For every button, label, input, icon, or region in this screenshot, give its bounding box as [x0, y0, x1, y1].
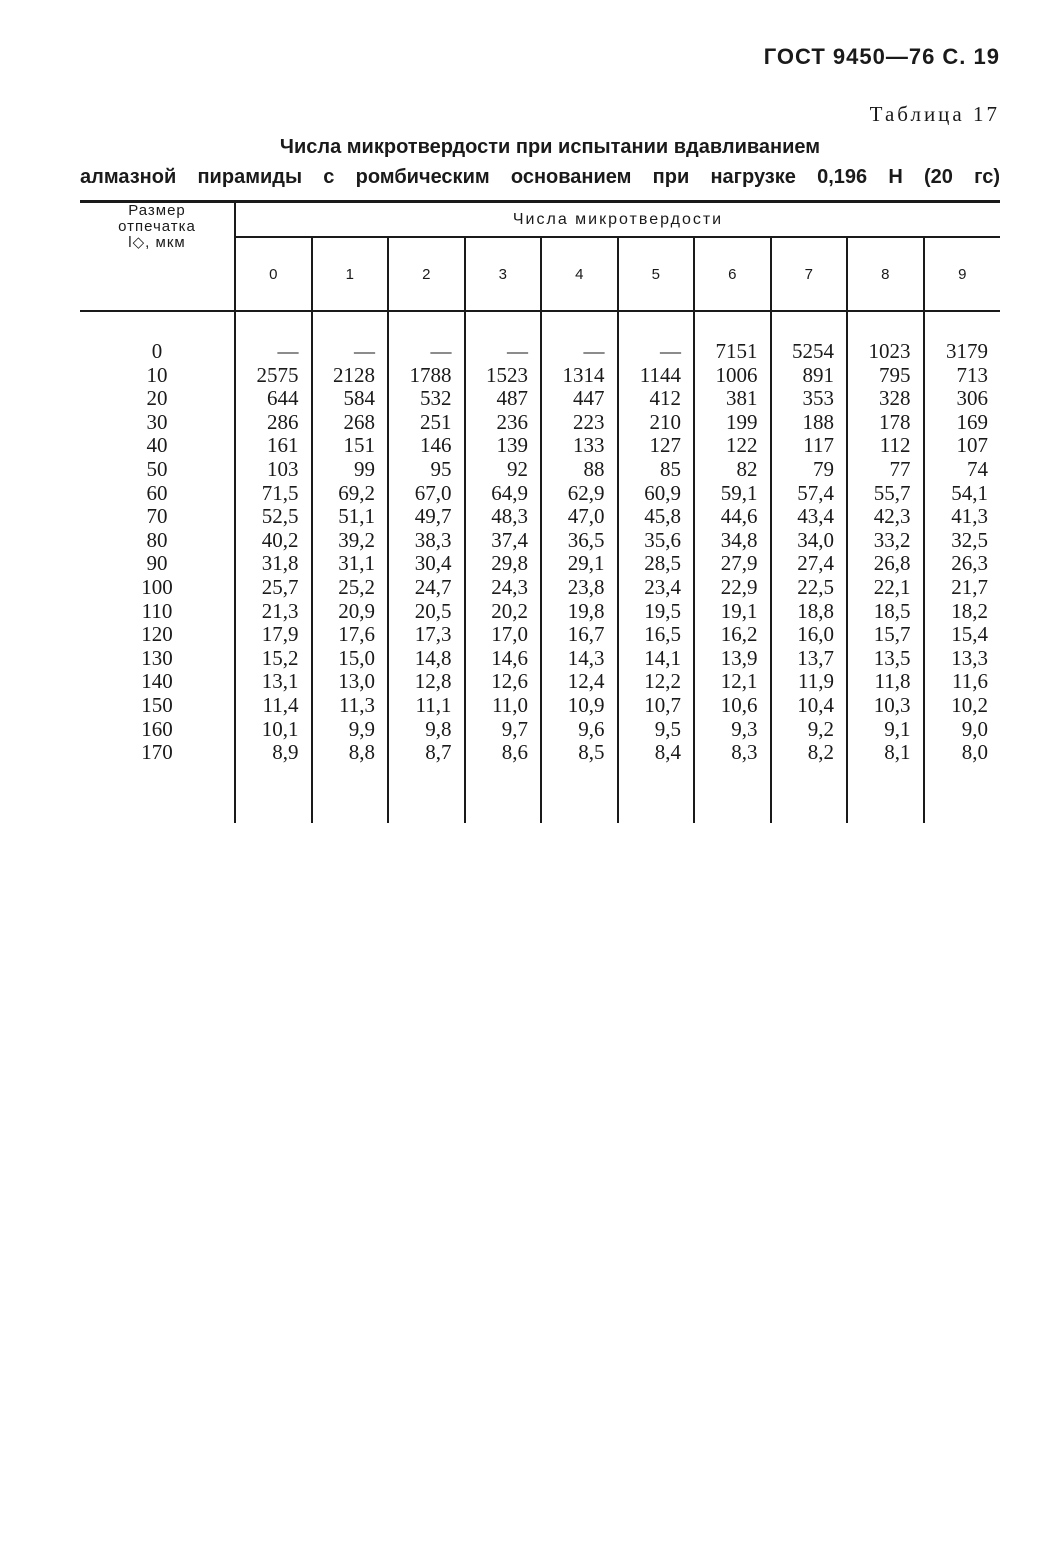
value-cell: 99	[312, 458, 389, 482]
value-cell: 31,8	[235, 552, 312, 576]
value-cell: 236	[465, 411, 542, 435]
value-cell: 22,9	[694, 576, 771, 600]
value-cell: 328	[847, 387, 924, 411]
value-cell: 82	[694, 458, 771, 482]
value-cell: 16,7	[541, 623, 618, 647]
table-row	[80, 411, 1000, 435]
value-cell: 107	[956, 433, 988, 458]
value-cell: 42,3	[847, 505, 924, 529]
size-cell: 80	[80, 529, 235, 553]
value-cell: 3179	[946, 339, 988, 363]
value-cell: 1523	[465, 364, 542, 388]
value-cell: 13,1	[235, 670, 312, 694]
value-cell: 412	[618, 387, 695, 411]
value-cell: 36,5	[541, 529, 618, 553]
value-cell: 21,7	[951, 574, 988, 599]
value-cell: 64,9	[465, 482, 542, 506]
digit-header-0: 0	[235, 237, 312, 311]
value-cell: 146	[388, 434, 465, 458]
value-cell: 8,2	[771, 741, 848, 765]
digit-header-5: 5	[618, 237, 695, 311]
value-cell: 713	[956, 362, 988, 387]
value-cell: 9,0	[961, 716, 988, 741]
digit-header-1: 1	[312, 237, 389, 311]
value-cell: 112	[847, 434, 924, 458]
value-cell: 16,5	[618, 623, 695, 647]
value-cell: 11,9	[771, 670, 848, 694]
value-cell: 47,0	[541, 505, 618, 529]
value-cell: 55,7	[847, 482, 924, 506]
value-cell: 22,5	[771, 576, 848, 600]
value-cell: 2575	[235, 364, 312, 388]
table-row	[80, 670, 1000, 694]
value-cell: 5254	[771, 340, 848, 364]
value-cell: 10,9	[541, 694, 618, 718]
value-cell: 8,3	[694, 741, 771, 765]
value-cell: 9,6	[541, 718, 618, 742]
value-cell: 306	[956, 386, 988, 411]
value-cell: 1023	[847, 340, 924, 364]
value-cell: 12,1	[694, 670, 771, 694]
value-cell: 12,2	[618, 670, 695, 694]
value-cell: 41,3	[951, 504, 988, 529]
value-cell: 11,3	[312, 694, 389, 718]
value-cell: 28,5	[618, 552, 695, 576]
value-cell: 33,2	[847, 529, 924, 553]
size-cell: 140	[80, 670, 235, 694]
value-cell: 8,6	[465, 741, 542, 765]
value-cell: 60,9	[618, 482, 695, 506]
size-cell: 20	[80, 387, 235, 411]
value-cell: 15,2	[235, 647, 312, 671]
value-cell: 85	[618, 458, 695, 482]
value-cell: 891	[771, 364, 848, 388]
value-cell: 14,6	[465, 647, 542, 671]
value-cell: 92	[465, 458, 542, 482]
value-cell: 17,3	[388, 623, 465, 647]
value-cell: 14,3	[541, 647, 618, 671]
value-cell: 11,8	[847, 670, 924, 694]
value-cell: —	[312, 340, 389, 364]
value-cell: 139	[465, 434, 542, 458]
value-cell: 79	[771, 458, 848, 482]
value-cell: 8,8	[312, 741, 389, 765]
value-cell: 15,7	[847, 623, 924, 647]
value-cell: 30,4	[388, 552, 465, 576]
value-cell: 188	[771, 411, 848, 435]
value-cell: 13,9	[694, 647, 771, 671]
table-caption-line-1: Числа микротвердости при испытании вдавливанием	[279, 136, 821, 158]
value-cell: 151	[312, 434, 389, 458]
value-cell: 20,9	[312, 600, 389, 624]
table-row	[80, 623, 1000, 647]
size-cell: 0	[80, 340, 235, 364]
size-cell: 90	[80, 552, 235, 576]
value-cell: 8,1	[847, 741, 924, 765]
value-cell: 644	[235, 387, 312, 411]
table-body	[80, 311, 1000, 823]
value-cell: 12,6	[465, 670, 542, 694]
digit-header-3: 3	[465, 237, 542, 311]
value-cell: —	[618, 340, 695, 364]
value-cell: 10,2	[951, 692, 988, 717]
table-caption-line-2: алмазной пирамиды с ромбическим основанием при нагрузке 0,196 Н (20 гс)	[80, 166, 1000, 188]
value-cell: 9,3	[694, 718, 771, 742]
value-cell: 13,7	[771, 647, 848, 671]
size-cell: 120	[80, 623, 235, 647]
value-cell: 286	[235, 411, 312, 435]
size-cell: 50	[80, 458, 235, 482]
value-cell: —	[541, 340, 618, 364]
size-header-line-1: Размер	[128, 202, 186, 219]
value-cell: 13,0	[312, 670, 389, 694]
value-cell: 268	[312, 411, 389, 435]
table-row	[80, 552, 1000, 576]
digit-header-7: 7	[771, 237, 848, 311]
size-header-line-3: l◇, мкм	[128, 234, 186, 251]
value-cell: 487	[465, 387, 542, 411]
value-cell: 26,8	[847, 552, 924, 576]
value-cell: 8,9	[235, 741, 312, 765]
value-cell: 1314	[541, 364, 618, 388]
value-cell: 103	[235, 458, 312, 482]
value-cell: 54,1	[951, 480, 988, 505]
size-cell: 150	[80, 694, 235, 718]
value-cell: 74	[967, 456, 988, 481]
value-cell: 62,9	[541, 482, 618, 506]
value-cell: 795	[847, 364, 924, 388]
digit-header-2: 2	[388, 237, 465, 311]
digit-header-8: 8	[847, 237, 924, 311]
value-cell: 95	[388, 458, 465, 482]
value-cell: 22,1	[847, 576, 924, 600]
value-cell: 40,2	[235, 529, 312, 553]
value-cell: 19,5	[618, 600, 695, 624]
value-cell: 29,1	[541, 552, 618, 576]
value-cell: 20,5	[388, 600, 465, 624]
value-cell: 23,8	[541, 576, 618, 600]
table-row	[80, 529, 1000, 553]
value-cell: 9,2	[771, 718, 848, 742]
value-cell: 1144	[618, 364, 695, 388]
spacer-row	[80, 311, 1000, 340]
value-cell: 584	[312, 387, 389, 411]
value-cell: 39,2	[312, 529, 389, 553]
value-cell: 38,3	[388, 529, 465, 553]
table-row	[80, 741, 1000, 765]
value-cell: 26,3	[951, 551, 988, 576]
value-cell: 17,9	[235, 623, 312, 647]
value-cell: 10,3	[847, 694, 924, 718]
tail-row	[80, 765, 1000, 823]
value-cell: 9,7	[465, 718, 542, 742]
value-cell: 31,1	[312, 552, 389, 576]
value-cell: 10,1	[235, 718, 312, 742]
value-cell: 13,5	[847, 647, 924, 671]
value-cell: 15,0	[312, 647, 389, 671]
digit-header-6: 6	[694, 237, 771, 311]
value-cell: 18,2	[951, 598, 988, 623]
value-cell: —	[235, 340, 312, 364]
value-cell: 10,7	[618, 694, 695, 718]
table-row	[80, 694, 1000, 718]
value-cell: 1006	[694, 364, 771, 388]
table-label: Таблица 17	[869, 102, 1000, 126]
value-cell: 27,9	[694, 552, 771, 576]
value-cell: 8,0	[961, 740, 988, 765]
value-cell: 45,8	[618, 505, 695, 529]
value-cell: 353	[771, 387, 848, 411]
value-cell: 169	[956, 409, 988, 434]
value-cell: 178	[847, 411, 924, 435]
value-cell: 32,5	[951, 527, 988, 552]
value-cell: 37,4	[465, 529, 542, 553]
table-row	[80, 718, 1000, 742]
value-cell: 127	[618, 434, 695, 458]
table-row	[80, 600, 1000, 624]
value-cell: 10,4	[771, 694, 848, 718]
value-cell: 20,2	[465, 600, 542, 624]
value-cell: 44,6	[694, 505, 771, 529]
table-row	[80, 387, 1000, 411]
size-cell: 70	[80, 505, 235, 529]
value-cell: 10,6	[694, 694, 771, 718]
value-cell: 51,1	[312, 505, 389, 529]
value-cell: 161	[235, 434, 312, 458]
size-cell: 160	[80, 718, 235, 742]
value-cell: 57,4	[771, 482, 848, 506]
value-cell: 77	[847, 458, 924, 482]
digit-header-9: 9	[924, 237, 1001, 311]
value-cell: 17,6	[312, 623, 389, 647]
value-cell: 34,0	[771, 529, 848, 553]
value-cell: 14,8	[388, 647, 465, 671]
size-cell: 60	[80, 482, 235, 506]
value-cell: 24,3	[465, 576, 542, 600]
value-cell: 8,7	[388, 741, 465, 765]
value-cell: 18,8	[771, 600, 848, 624]
value-cell: 59,1	[694, 482, 771, 506]
value-cell: 71,5	[235, 482, 312, 506]
value-cell: 251	[388, 411, 465, 435]
value-cell: 69,2	[312, 482, 389, 506]
size-column-header	[80, 202, 235, 312]
value-cell: 223	[541, 411, 618, 435]
table-row	[80, 458, 1000, 482]
value-cell: 447	[541, 387, 618, 411]
value-cell: 9,5	[618, 718, 695, 742]
value-cell: 88	[541, 458, 618, 482]
value-cell: 16,0	[771, 623, 848, 647]
size-cell: 30	[80, 411, 235, 435]
size-cell: 130	[80, 647, 235, 671]
value-cell: 117	[771, 434, 848, 458]
value-cell: 21,3	[235, 600, 312, 624]
value-cell: 16,2	[694, 623, 771, 647]
value-cell: 24,7	[388, 576, 465, 600]
table-row	[80, 647, 1000, 671]
value-cell: 18,5	[847, 600, 924, 624]
value-cell: 7151	[694, 340, 771, 364]
value-cell: 2128	[312, 364, 389, 388]
table-row	[80, 576, 1000, 600]
table-row	[80, 434, 1000, 458]
value-cell: 8,4	[618, 741, 695, 765]
value-cell: 532	[388, 387, 465, 411]
value-cell: 14,1	[618, 647, 695, 671]
value-cell: 9,8	[388, 718, 465, 742]
value-cell: 11,4	[235, 694, 312, 718]
size-cell: 100	[80, 576, 235, 600]
value-cell: 133	[541, 434, 618, 458]
value-cell: 122	[694, 434, 771, 458]
value-cell: 34,8	[694, 529, 771, 553]
value-cell: 11,6	[952, 669, 988, 694]
page-header: ГОСТ 9450—76 С. 19	[763, 44, 1000, 69]
value-cell: 25,7	[235, 576, 312, 600]
value-cell: 17,0	[465, 623, 542, 647]
size-cell: 110	[80, 600, 235, 624]
value-cell: —	[388, 340, 465, 364]
value-cell: 210	[618, 411, 695, 435]
value-cell: 381	[694, 387, 771, 411]
table-row	[80, 482, 1000, 506]
value-cell: 27,4	[771, 552, 848, 576]
value-cell: 43,4	[771, 505, 848, 529]
value-cell: 52,5	[235, 505, 312, 529]
value-cell: 13,3	[951, 645, 988, 670]
value-cell: 12,4	[541, 670, 618, 694]
value-cell: 25,2	[312, 576, 389, 600]
value-cell: 29,8	[465, 552, 542, 576]
value-cell: 9,9	[312, 718, 389, 742]
table-row	[80, 364, 1000, 388]
value-cell: 48,3	[465, 505, 542, 529]
value-cell: 11,1	[388, 694, 465, 718]
value-cell: 67,0	[388, 482, 465, 506]
value-cell: 11,0	[465, 694, 542, 718]
group-column-header: Числа микротвердости	[235, 202, 1000, 238]
value-cell: 49,7	[388, 505, 465, 529]
value-cell: 15,4	[951, 622, 988, 647]
value-cell: 23,4	[618, 576, 695, 600]
value-cell: 35,6	[618, 529, 695, 553]
size-cell: 40	[80, 434, 235, 458]
value-cell: 9,1	[847, 718, 924, 742]
digit-header-4: 4	[541, 237, 618, 311]
microhardness-table	[80, 200, 1000, 823]
value-cell: —	[465, 340, 542, 364]
value-cell: 19,8	[541, 600, 618, 624]
value-cell: 12,8	[388, 670, 465, 694]
value-cell: 199	[694, 411, 771, 435]
table-row	[80, 340, 1000, 364]
size-cell: 10	[80, 364, 235, 388]
value-cell: 19,1	[694, 600, 771, 624]
size-header-line-2: отпечатка	[118, 218, 196, 235]
value-cell: 1788	[388, 364, 465, 388]
table-row	[80, 505, 1000, 529]
value-cell: 8,5	[541, 741, 618, 765]
size-cell: 170	[80, 741, 235, 765]
